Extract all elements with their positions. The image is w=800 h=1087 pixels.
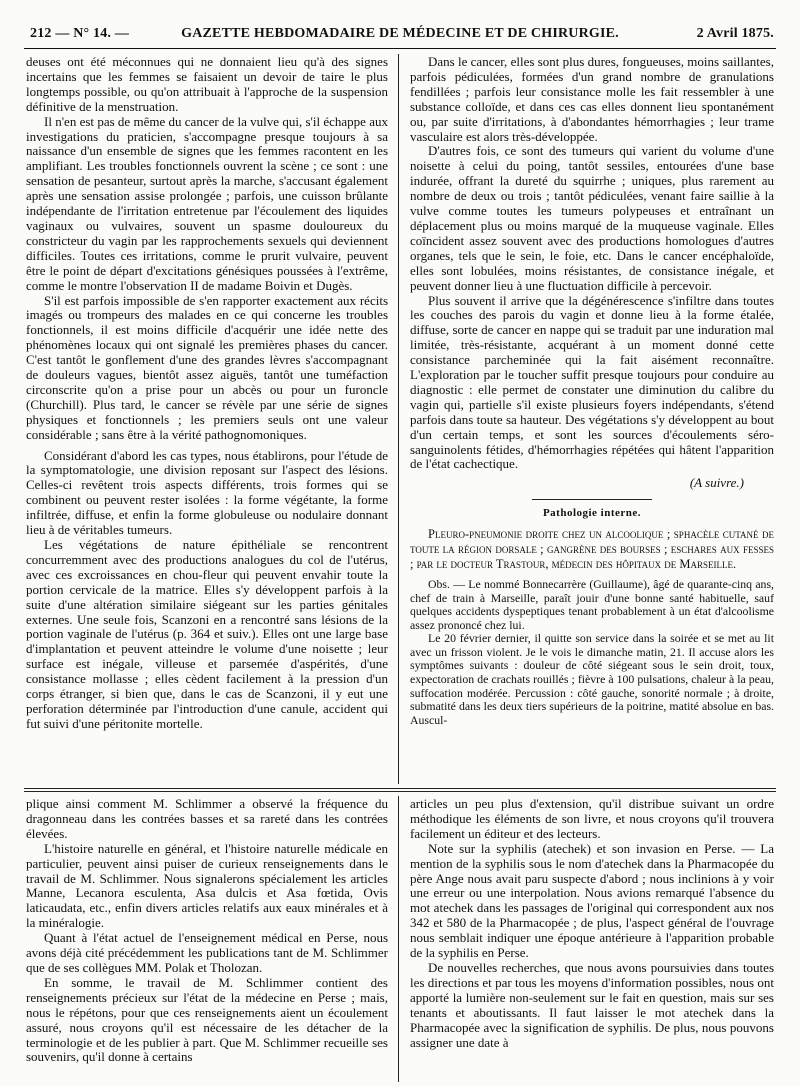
paragraph: Note sur la syphilis (atechek) et son invasion en Perse. — La mention de la syphilis sous le nom d'atechek dans la Pharmacopée du père Ange nous avait paru suspecte d'abord ; nous inclinions à y voir une erreur ou une interpolation. Nous avions remarqué l'absence du mot atechek dans les passages de l'original qui correspondent aux nos 342 et 580 de la Pharmacopée ; de plus, l'aspect général de l'ouvrage nous semblait indiquer une époque antérieure à l'apparition probable de la syphilis en Perse.	[410, 840, 774, 961]
article-separator	[24, 788, 776, 789]
paragraph: Plus souvent il arrive que la dégénérescence s'infiltre dans toutes les couches des parois du vagin et donne lieu à la forme étalée, diffuse, sorte de cancer en nappe qui se traduit par une induration mal limitée, très-résistante, acquérant à un moment donné cette consistance parcheminée qui la fait aisément reconnaître. L'exploration par le toucher suffit presque toujours pour conduire au diagnostic : elle permet de constater une diminution du calibre du vagin qui, partielle s'il existe plusieurs foyers indépendants, s'étend parfois dans toute sa hauteur. Des végétations s'y développent au bout d'un certain temps, et sont les sources d'écoulements séro-sanguinolents fétides, d'hémorrhagies répétées qui hâtent l'apparition de l'état cachectique.	[410, 292, 774, 472]
paragraph: D'autres fois, ce sont des tumeurs qui varient du volume d'une noisette à celui du poing, tantôt sessiles, entourées d'une base indurée, offrant la dureté du squirrhe ; uniques, plus rarement au nombre de deux ou trois ; tantôt pédiculées, venant faire saillie à la vulve comme toutes les tumeurs polypeuses et entraînant un déplacement plus ou moins marqué de la muqueuse vaginale. Elles coïncident assez souvent avec des productions homologues d'autres organes, tels que le sein, le foie, etc. Dans le cancer encéphaloïde, elles sont lobulées, moins résistantes, de consistance inégale, et peuvent donner lieu à une fluctuation difficile à percevoir.	[410, 143, 774, 293]
paragraph: Considérant d'abord les cas types, nous établirons, pour l'étude de la symptomatologie, une division reposant sur l'aspect des lésions. Celles-ci revêtent trois aspects différents, trois formes qui se combinent ou peuvent rester isolées : la forme végétante, la forme infiltrée, diffuse, et enfin la forme globuleuse ou nodulaire donnant lieu à de véritables tumeurs.	[26, 447, 388, 538]
column-divider	[398, 796, 399, 1082]
to-be-continued: (A suivre.)	[689, 475, 744, 491]
page-header	[24, 12, 776, 42]
journal-title: GAZETTE HEBDOMADAIRE DE MÉDECINE ET DE CHIRURGIE.	[181, 26, 619, 41]
lower-right-column	[410, 797, 774, 1082]
paragraph: De nouvelles recherches, que nous avons poursuivies dans toutes les directions et par tous les moyens d'information possibles, nous ont apporté la lumière non-seulement sur le fait en question, mais sur ses tenants et aboutissants. Il faut laisser le mot atechek dans la Pharmacopée avec la signification de syphilis. De plus, nous pouvons assigner une date à	[410, 959, 774, 1050]
section-heading: Pathologie interne.	[542, 507, 642, 520]
paragraph: Les végétations de nature épithéliale se rencontrent concurremment avec des productions analogues du col de l'utérus, avec ces excroissances en chou-fleur qui peuvent envahir toute la portion cervicale de la matrice. Elles s'y développent parfois à la suite d'une altération similaire siégeant sur les parties génitales externes. Une seule fois, Scanzoni en a rencontré sans lésions de la portion vaginale de l'utérus (p. 364 et suiv.). Elles ont une large base d'implantation et peuvent atteindre le volume d'une noisette ; leur surface est inégale, villeuse et parsemée d'aspérités, d'une consistance mollasse ; elles cèdent facilement à la pression d'un corps étranger, si bien que, dans le cas de Scanzoni, il y eut une perforation déterminée par l'introduction d'une canule, accident qui fut suivi d'une péritonite mortelle.	[26, 537, 388, 731]
paragraph: articles un peu plus d'extension, qu'il distribue suivant un ordre méthodique les éléments de son livre, et nous croyons qu'il trouvera facilement un éditeur et des lecteurs.	[410, 797, 774, 841]
case-title: Pleuro-pneumonie droite chez un alcoolique ; sphacèle cutané de toute la région dorsale ; gangrène des bourses ; eschares aux fesses ; par le docteur Trastour, médecin des hôpitaux de Marseille.	[410, 527, 774, 571]
paragraph: deuses ont été méconnues qui ne donnaient lieu qu'à des signes incertains que les femmes se faisaient un devoir de taire le plus longtemps possible, ou qu'on attribuait à l'approche de la suspension définitive de la menstruation.	[26, 55, 388, 114]
upper-left-column	[26, 55, 388, 785]
page-number: 212 — N° 14. —	[30, 26, 130, 41]
paragraph: L'histoire naturelle en général, et l'histoire naturelle médicale en particulier, peuvent ainsi puiser de curieux renseignements dans le travail de M. Schlimmer. Nous signalerons spécialement les articles Manne, Lecanora esculenta, Asa dulcis et Asa fœtida, Ovis laticaudata, etc., enfin divers articles relatifs aux eaux minérales et à la minéralogie.	[26, 840, 388, 931]
header-rule	[24, 48, 776, 49]
paragraph: Quant à l'état actuel de l'enseignement médical en Perse, nous avons déjà cité précédemment les publications tant de M. Schlimmer que de ses collègues MM. Polak et Tholozan.	[26, 930, 388, 975]
upper-right-column	[410, 55, 774, 785]
paragraph: plique ainsi comment M. Schlimmer a observé la fréquence du dragonneau dans les contrées basses et sa rareté dans les contrées élevées.	[26, 797, 388, 841]
paragraph: S'il est parfois impossible de s'en rapporter exactement aux récits imagés ou trompeurs des malades en ce qui concerne les troubles fonctionnels, il est moins difficile d'acquérir une idée nette des phénomènes locaux qui ont signalé les premières phases du cancer. C'est tantôt le gonflement d'une des grandes lèvres s'accompagnant de douleurs vagues, bientôt assez aiguës, tantôt une tuméfaction circonscrite qu'on a prise pour un abcès ou pour un furoncle (Churchill). Plus tard, le cancer se révèle par une série de signes physiques et fonctionnels ; les premiers seuls ont une valeur considérable ; sans être à la vérité pathognomoniques.	[26, 292, 388, 442]
observation-paragraph: Le 20 février dernier, il quitte son service dans la soirée et se met au lit avec un frisson violent. Je le vois le dimanche matin, 21. Il accuse alors les symptômes suivants : douleur de côté siégeant sous le sein droit, toux, expectoration de crachats rouillés ; fièvre à 100 pulsations, chaleur à la peau, suffocation modérée. Percussion : côté gauche, sonorité normale ; à droite, submatité dans les deux tiers supérieurs de la poitrine, matité absolue en bas. Auscul-	[410, 631, 774, 727]
lower-left-column	[26, 797, 388, 1082]
observation-paragraph: Obs. — Le nommé Bonnecarrère (Guillaume), âgé de quarante-cinq ans, chef de train à Marseille, paraît jouir d'une bonne santé habituelle, sauf quelques accidents dyspeptiques tenant probablement à un état d'alcoolisme assez prononcé chez lui.	[410, 576, 774, 632]
issue-date: 2 Avril 1875.	[696, 26, 774, 41]
paragraph: En somme, le travail de M. Schlimmer contient des renseignements précieux sur l'état de la médecine en Perse ; mais, nous le répétons, pour que ces renseignements aient un écoulement assuré, nous croyons qu'il est nécessaire de les détacher de la terminologie et de les publier à part. Que M. Schlimmer recueille ses souvenirs, qu'il donne à certains	[26, 974, 388, 1065]
paragraph: Dans le cancer, elles sont plus dures, fongueuses, moins saillantes, parfois pédiculées, formées d'un grand nombre de granulations fendillées ; parfois leur consistance molle les fait ressembler à une substance colloïde, et dans ces cas elles donnent lieu spontanément ou, par suite d'irritations, à d'abondantes hémorrhagies ; leur trame vasculaire est alors très-développée.	[410, 55, 774, 144]
article-separator	[24, 791, 776, 792]
paragraph: Il n'en est pas de même du cancer de la vulve qui, s'il échappe aux investigations du praticien, s'accompagne presque toujours à sa naissance d'un ensemble de signes que les femmes racontent en les amplifiant. Les troubles fonctionnels ouvrent la scène ; ce sont : une sensation de pesanteur, surtout après la marche, s'accusant également après une sensation assise prolongée ; parfois, une cuisson brûlante indépendante de l'irritation entretenue par l'écoulement des liquides vaginaux ou vulvaires, souvent un spasme douloureux du constricteur du vagin par les rapprochements sexuels qui deviennent difficiles. Toutes ces irritations, comme le prurit vulvaire, peuvent être le point de départ d'excitations génésiques poussées à l'extrême, comme le montre l'observation II de madame Boivin et Dugès.	[26, 113, 388, 293]
section-rule	[532, 499, 652, 500]
column-divider	[398, 54, 399, 784]
